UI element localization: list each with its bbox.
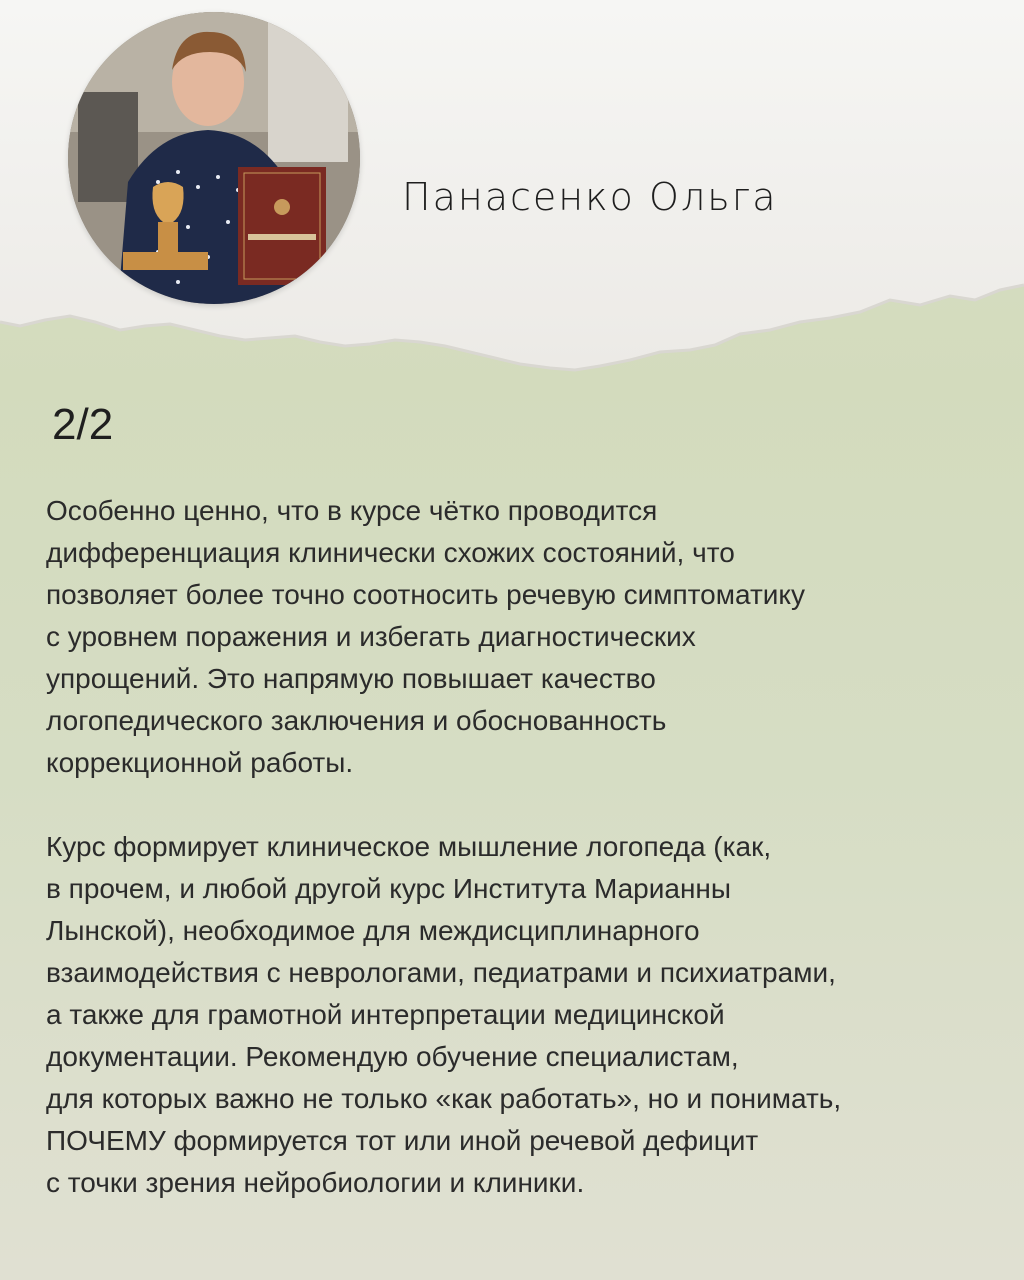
reviewer-name: Панасенко Ольга — [402, 175, 778, 219]
review-text — [46, 490, 996, 1204]
text-line: взаимодействия с неврологами, педиатрами и психиатрами, — [46, 957, 836, 988]
text-line: с уровнем поражения и избегать диагностических — [46, 621, 696, 652]
text-line: Курс формирует клиническое мышление логопеда (как, — [46, 831, 772, 862]
text-line: в прочем, и любой другой курс Института Марианны — [46, 873, 731, 904]
text-line: Особенно ценно, что в курсе чётко проводится — [46, 495, 658, 526]
text-line: документации. Рекомендую обучение специалистам, — [46, 1041, 739, 1072]
text-line: для которых важно не только «как работать», но и понимать, — [46, 1083, 842, 1114]
text-line: а также для грамотной интерпретации медицинской — [46, 999, 725, 1030]
text-line: с точки зрения нейробиологии и клиники. — [46, 1167, 585, 1198]
paragraph-gap — [46, 784, 996, 826]
text-line: коррекционной работы. — [46, 747, 354, 778]
text-line: ПОЧЕМУ формируется тот или иной речевой дефицит — [46, 1125, 759, 1156]
text-line: упрощений. Это напрямую повышает качество — [46, 663, 656, 694]
text-line: логопедического заключения и обоснованность — [46, 705, 667, 736]
person-photo-illustration — [68, 12, 360, 304]
page-indicator: 2/2 — [52, 400, 114, 449]
text-line: Лынской), необходимое для междисциплинарного — [46, 915, 700, 946]
profile-photo — [68, 12, 360, 304]
text-line: позволяет более точно соотносить речевую симптоматику — [46, 579, 805, 610]
text-line: дифференциация клинически схожих состояний, что — [46, 537, 735, 568]
